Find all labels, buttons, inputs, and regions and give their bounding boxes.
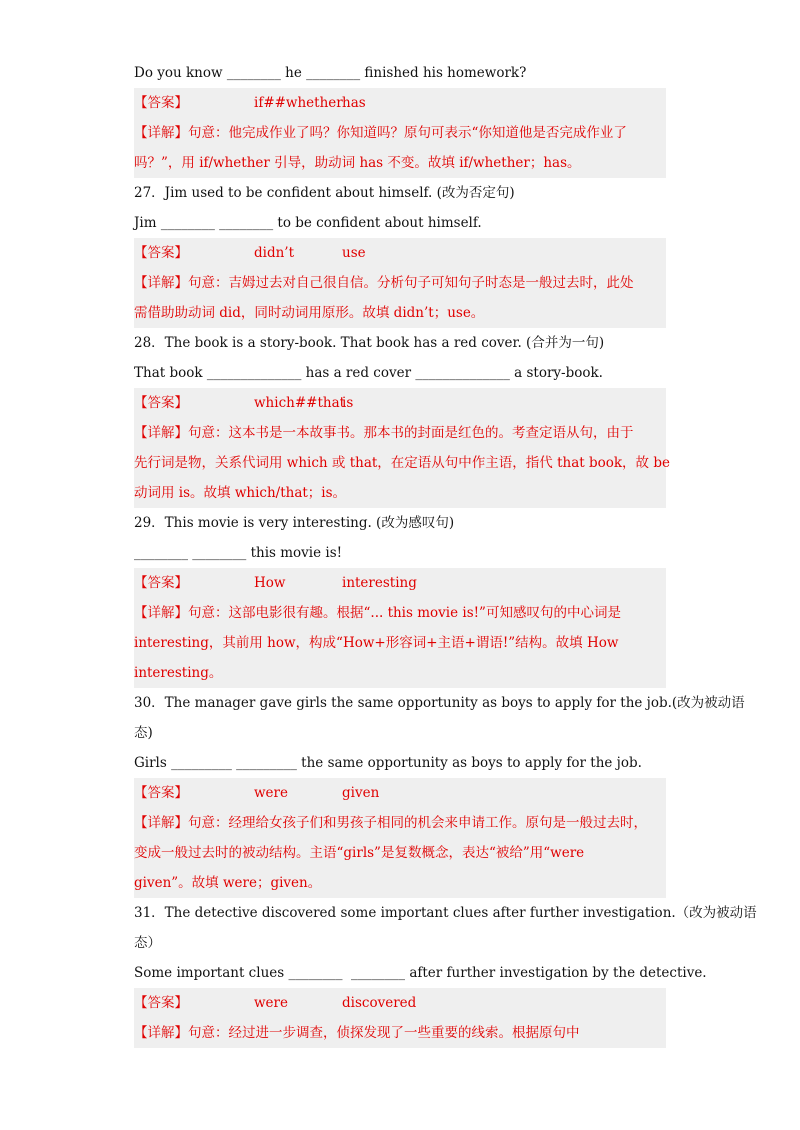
answer-row: [134, 988, 666, 1018]
answer-tag: 【答案】: [134, 575, 188, 591]
answer-block: [134, 388, 670, 508]
question-prompt: Girls _________ _________ the same opportunity as boys to apply for the job.: [134, 755, 642, 771]
answer-2: given: [342, 785, 380, 801]
answer-row: [134, 568, 666, 598]
detail-line: 【详解】句意：经理给女孩子们和男孩子相同的机会来申请工作。原句是一般过去时，: [134, 815, 647, 831]
detail-line: interesting，其前用 how，构成“How+形容词+主语+谓语!”结构。故填 How: [134, 635, 619, 651]
question-prompt: Do you know ________ he ________ finished his homework?: [134, 65, 527, 81]
detail-line: 需借助助动词 did，同时动词用原形。故填 didn’t；use。: [134, 305, 485, 321]
answer-1: which##that: [254, 395, 346, 411]
question-block: [134, 58, 666, 178]
answer-block: [134, 988, 666, 1048]
question-text-cont: 态）: [134, 935, 161, 951]
detail-line: 【详解】句意：这部电影很有趣。根据“... this movie is!”可知感叹句的中心词是: [134, 605, 621, 621]
answer-tag: 【答案】: [134, 785, 188, 801]
detail-line: 吗？”，用 if/whether 引导，助动词 has 不变。故填 if/whether；has。: [134, 155, 581, 171]
document-page: [134, 58, 757, 1048]
question-prompt: Some important clues ________ ________ after further investigation by the detective.: [134, 965, 707, 981]
answer-1: were: [254, 785, 288, 801]
detail-line: 先行词是物，关系代词用 which 或 that，在定语从句中作主语，指代 that book，故 be: [134, 455, 670, 471]
answer-2: is: [342, 395, 354, 411]
answer-block: [134, 778, 666, 898]
question-text: 27．Jim used to be confident about himself. (改为否定句): [134, 185, 515, 201]
question-block: [134, 178, 666, 328]
answer-2: discovered: [342, 995, 417, 1011]
answer-1: didn’t: [254, 245, 295, 261]
answer-tag: 【答案】: [134, 245, 188, 261]
question-block: [134, 508, 666, 688]
answer-1: How: [254, 575, 286, 591]
question-prompt: Jim ________ ________ to be confident about himself.: [134, 215, 482, 231]
detail-line: 【详解】句意：这本书是一本故事书。那本书的封面是红色的。考查定语从句，由于: [134, 425, 634, 441]
question-prompt: ________ ________ this movie is!: [134, 545, 343, 561]
answer-row: [134, 778, 666, 808]
detail-line: 【详解】句意：经过进一步调查，侦探发现了一些重要的线索。根据原句中: [134, 1025, 580, 1041]
answer-block: [134, 568, 666, 688]
answer-tag: 【答案】: [134, 995, 188, 1011]
question-text: 28．The book is a story-book. That book has a red cover. (合并为一句): [134, 335, 605, 351]
question-prompt: That book ______________ has a red cover ______________ a story-book.: [134, 365, 603, 381]
answer-row: [134, 388, 666, 418]
answer-row: [134, 88, 666, 118]
answer-block: [134, 238, 666, 328]
answer-2: has: [342, 95, 366, 111]
detail-line: given”。故填 were；given。: [134, 875, 322, 891]
answer-1: were: [254, 995, 288, 1011]
question-block: [134, 328, 670, 508]
question-text: 31．The detective discovered some important clues after further investigation.（改为被动语: [134, 905, 757, 921]
detail-line: 【详解】句意：他完成作业了吗？你知道吗？原句可表示“你知道他是否完成作业了: [134, 125, 627, 141]
question-text: 29．This movie is very interesting. (改为感叹句): [134, 515, 455, 531]
answer-2: use: [342, 245, 366, 261]
question-block: [134, 898, 757, 1048]
question-text-cont: 态): [134, 725, 153, 741]
detail-line: interesting。: [134, 665, 223, 681]
answer-block: [134, 88, 666, 178]
answer-tag: 【答案】: [134, 95, 188, 111]
answer-row: [134, 238, 666, 268]
answer-1: if##whether: [254, 95, 343, 111]
question-block: [134, 688, 745, 898]
detail-line: 【详解】句意：吉姆过去对自己很自信。分析句子可知句子时态是一般过去时，此处: [134, 275, 634, 291]
answer-tag: 【答案】: [134, 395, 188, 411]
question-text: 30．The manager gave girls the same opportunity as boys to apply for the job.(改为被动语: [134, 695, 745, 711]
detail-line: 动词用 is。故填 which/that；is。: [134, 485, 347, 501]
answer-2: interesting: [342, 575, 417, 591]
detail-line: 变成一般过去时的被动结构。主语“girls”是复数概念，表达“被给”用“were: [134, 845, 585, 861]
